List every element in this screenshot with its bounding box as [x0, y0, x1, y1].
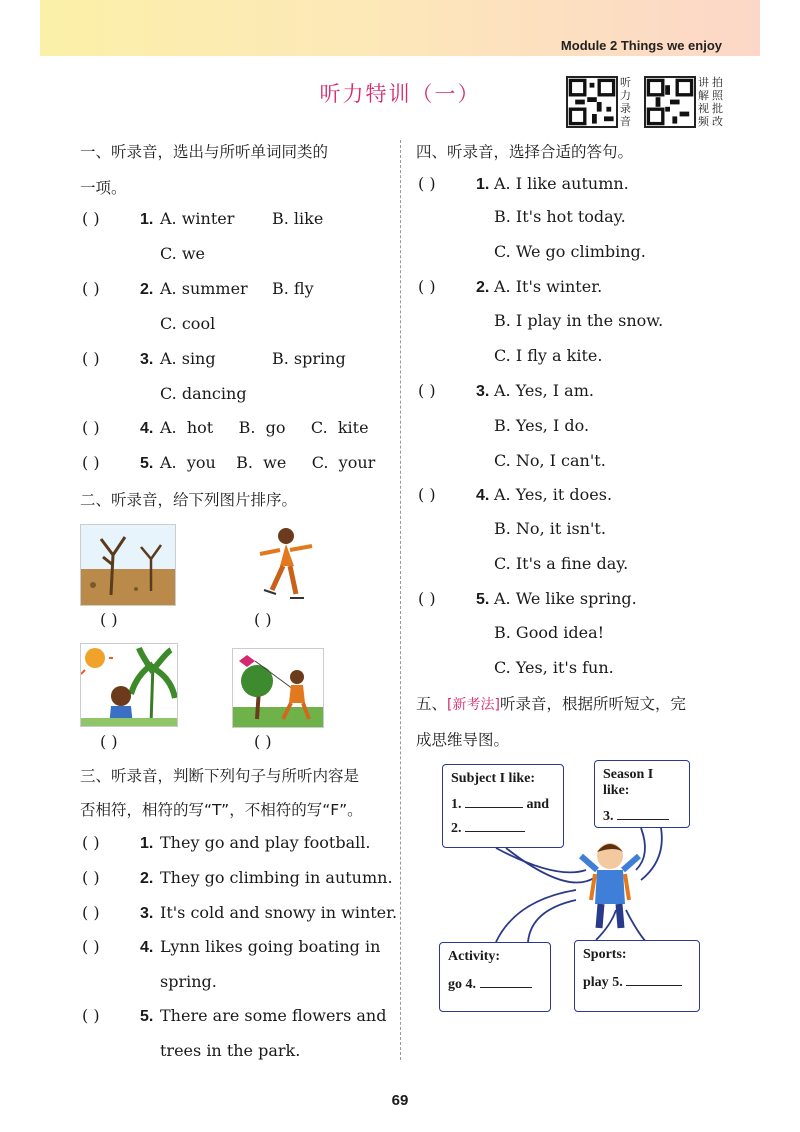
option-b: B. I play in the snow. [494, 311, 664, 330]
picture-kite-boy [232, 648, 324, 728]
option-c: C. cool [160, 314, 216, 333]
column-divider [400, 140, 401, 1060]
answer-blank[interactable]: ( ) [82, 868, 100, 887]
q-num: 1. [140, 211, 154, 228]
q-num: 2. [476, 279, 490, 296]
question-number [140, 833, 153, 853]
options-line: A. you B. we C. your [160, 453, 376, 472]
q-num: 3. [476, 383, 490, 400]
section5-heading-text: 听录音，根据所听短文，完 [499, 695, 686, 713]
qr-label-char: 讲 [698, 76, 709, 89]
statement: It's cold and snowy in winter. [160, 903, 398, 922]
subject-line-1 [451, 795, 555, 813]
option-c: C. dancing [160, 384, 247, 403]
option-b: B. like [272, 209, 324, 228]
activity-line [448, 975, 542, 993]
q-num: 1. [140, 835, 154, 852]
section5-heading-cont: 成思维导图。 [416, 731, 510, 749]
section2-heading: 二、听录音，给下列图片排序。 [80, 491, 298, 509]
q-num: 2. [140, 870, 154, 887]
option-c: C. Yes, it's fun. [494, 658, 614, 677]
q-num: 4. [476, 487, 490, 504]
option-c: C. No, I can't. [494, 451, 606, 470]
qr-label-char: 改 [712, 115, 723, 128]
boy-illustration [575, 840, 645, 930]
answer-blank[interactable]: ( ) [418, 381, 436, 400]
option-c: C. we [160, 244, 206, 263]
blank-number: 3. [603, 809, 614, 824]
answer-line[interactable] [626, 973, 682, 986]
qr-label-char: 音 [620, 115, 631, 128]
question-number [140, 209, 153, 229]
section1-heading-cont: 一项。 [80, 179, 127, 197]
options-line: A. hot B. go C. kite [160, 418, 369, 437]
blank-number: 1. [451, 797, 462, 812]
section1-heading: 一、听录音，选出与所听单词同类的 [80, 143, 329, 161]
picture-autumn-trees [80, 524, 176, 606]
option-a: A. sing [160, 349, 216, 368]
question-number [140, 903, 153, 923]
answer-blank[interactable]: ( ) [82, 903, 100, 922]
qr-label-char: 频 [698, 115, 709, 128]
mindmap-subject-box [442, 764, 564, 848]
answer-blank[interactable]: ( ) [82, 453, 100, 472]
question-number [140, 937, 153, 957]
qr-label-char: 照 [712, 89, 723, 102]
qr-label-char: 力 [620, 89, 631, 102]
statement-cont: spring. [160, 972, 217, 991]
season-line [603, 807, 681, 825]
answer-blank[interactable]: ( ) [82, 209, 100, 228]
option-a: A. summer [160, 279, 248, 298]
activity-title: Activity: [448, 949, 501, 964]
sports-line [583, 973, 691, 991]
question-number [140, 1006, 153, 1026]
answer-line[interactable] [465, 819, 525, 832]
question-number [476, 277, 489, 297]
statement: Lynn likes going boating in [160, 937, 381, 956]
section5-prefix: 五、 [416, 695, 448, 713]
question-number [476, 485, 489, 505]
picture-order-blank[interactable]: ( ) [254, 732, 272, 751]
picture-order-blank[interactable]: ( ) [100, 610, 118, 629]
option-a: A. I like autumn. [494, 174, 629, 193]
picture-skating-girl [250, 524, 322, 604]
page-number: 69 [391, 1092, 409, 1109]
question-number [476, 589, 489, 609]
answer-blank[interactable]: ( ) [418, 589, 436, 608]
option-b: B. Good idea! [494, 623, 605, 642]
statement: There are some flowers and [160, 1006, 387, 1025]
qr-label-correct [712, 76, 726, 128]
blank-number: 5. [612, 975, 623, 990]
question-number [140, 418, 153, 438]
qr-code-icon [646, 78, 694, 126]
section4-heading: 四、听录音，选择合适的答句。 [416, 143, 634, 161]
option-c: C. It's a fine day. [494, 554, 629, 573]
question-number [140, 279, 153, 299]
option-b: B. spring [272, 349, 346, 368]
option-b: B. Yes, I do. [494, 416, 590, 435]
blank-number: 4. [465, 977, 476, 992]
answer-blank[interactable]: ( ) [82, 1006, 100, 1025]
answer-blank[interactable]: ( ) [82, 279, 100, 298]
q-num: 5. [476, 591, 490, 608]
question-number [476, 174, 489, 194]
sports-title: Sports: [583, 947, 627, 962]
q-num: 3. [140, 351, 154, 368]
subject-line-2 [451, 819, 555, 837]
picture-order-blank[interactable]: ( ) [100, 732, 118, 751]
question-number [476, 381, 489, 401]
qr-code-video[interactable] [644, 76, 696, 128]
qr-label-char: 视 [698, 102, 709, 115]
q-num: 2. [140, 281, 154, 298]
answer-blank[interactable]: ( ) [418, 485, 436, 504]
answer-blank[interactable]: ( ) [82, 418, 100, 437]
answer-line[interactable] [480, 975, 532, 988]
q-num: 5. [140, 455, 154, 472]
option-c: C. I fly a kite. [494, 346, 603, 365]
section5-heading [416, 692, 686, 714]
play-word: play [583, 975, 609, 990]
new-format-tag: [新考法] [447, 697, 500, 713]
answer-line[interactable] [465, 795, 523, 808]
question-number [140, 349, 153, 369]
mindmap-sports-box [574, 940, 700, 1012]
go-word: go [448, 977, 462, 992]
mindmap-season-box [594, 760, 690, 828]
blank-number: 2. [451, 821, 462, 836]
answer-blank[interactable]: ( ) [82, 937, 100, 956]
q-num: 1. [476, 176, 490, 193]
module-label: Module 2 Things we enjoy [560, 38, 722, 53]
picture-summer-boy [80, 643, 178, 727]
option-a: A. Yes, it does. [494, 485, 613, 504]
qr-label-listening [620, 76, 634, 128]
q-num: 4. [140, 420, 154, 437]
statement: They go and play football. [160, 833, 371, 852]
qr-label-video [698, 76, 712, 128]
option-c: C. We go climbing. [494, 242, 646, 261]
picture-order-blank[interactable]: ( ) [254, 610, 272, 629]
qr-label-char: 批 [712, 102, 723, 115]
answer-blank[interactable]: ( ) [418, 277, 436, 296]
option-a: A. It's winter. [494, 277, 603, 296]
option-a: A. We like spring. [494, 589, 637, 608]
answer-line[interactable] [617, 807, 669, 820]
question-number [140, 868, 153, 888]
qr-label-char: 拍 [712, 76, 723, 89]
qr-label-char: 录 [620, 102, 631, 115]
q-num: 4. [140, 939, 154, 956]
option-b: B. fly [272, 279, 314, 298]
answer-blank[interactable]: ( ) [82, 833, 100, 852]
question-number [140, 453, 153, 473]
answer-blank[interactable]: ( ) [82, 349, 100, 368]
qr-label-char: 听 [620, 76, 631, 89]
option-a: A. winter [160, 209, 235, 228]
section3-heading: 三、听录音，判断下列句子与所听内容是 [80, 767, 360, 785]
q-num: 5. [140, 1008, 154, 1025]
qr-label-char: 解 [698, 89, 709, 102]
option-a: A. Yes, I am. [494, 381, 594, 400]
subject-title: Subject I like: [451, 771, 535, 786]
mindmap-activity-box [439, 942, 551, 1012]
statement-cont: trees in the park. [160, 1041, 301, 1060]
page-title: 听力特训（一） [319, 82, 481, 106]
option-b: B. No, it isn't. [494, 519, 606, 538]
statement: They go climbing in autumn. [160, 868, 393, 887]
q-num: 3. [140, 905, 154, 922]
qr-code-icon [568, 78, 616, 126]
section3-heading-cont: 否相符，相符的写“T”，不相符的写“F”。 [80, 801, 363, 819]
season-title: Season I like: [603, 767, 654, 798]
answer-blank[interactable]: ( ) [418, 174, 436, 193]
and-word: and [526, 797, 550, 812]
qr-code-listening[interactable] [566, 76, 618, 128]
option-b: B. It's hot today. [494, 207, 626, 226]
